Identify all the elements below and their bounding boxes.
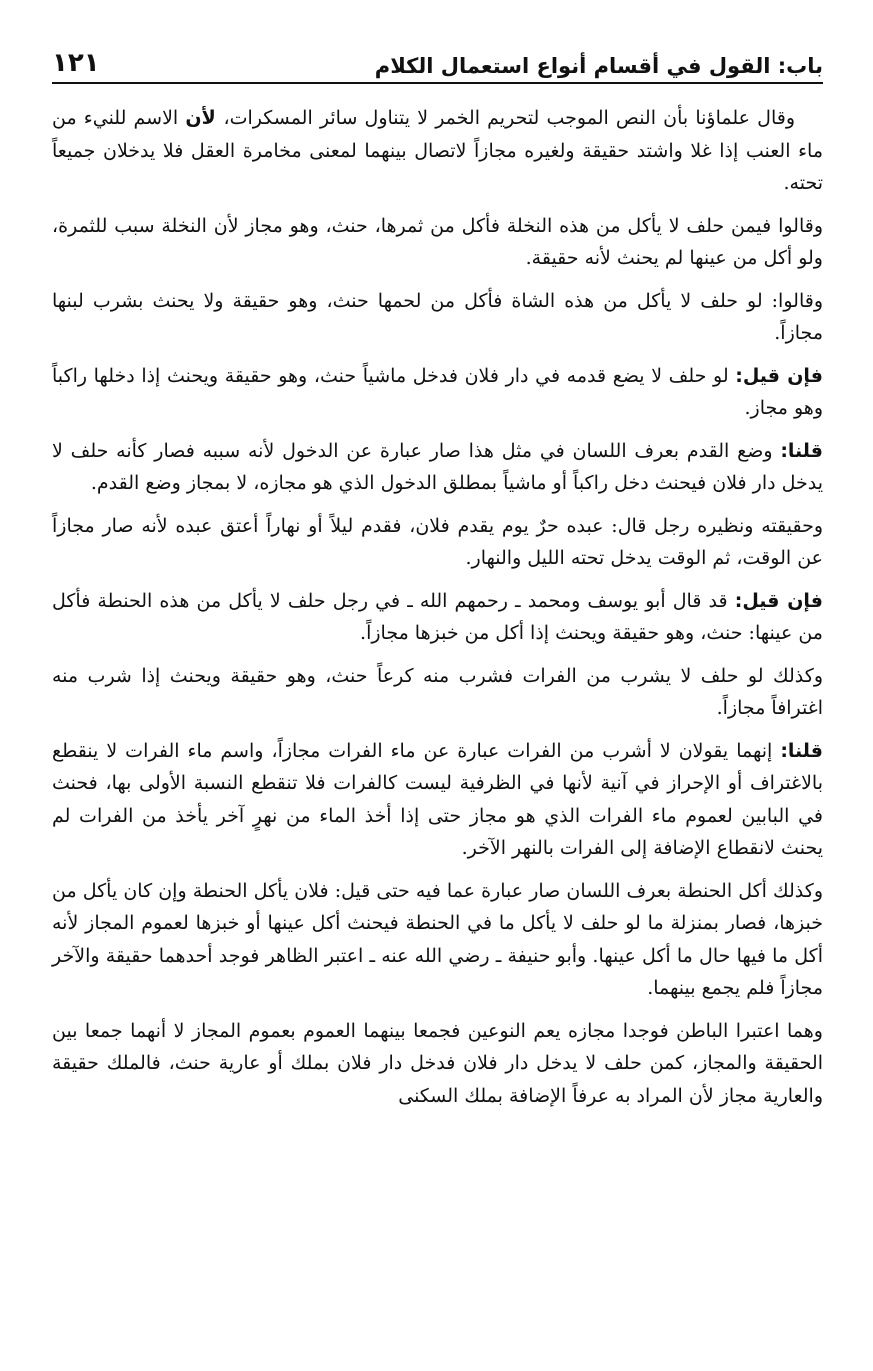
- paragraph-text: وكذلك أكل الحنطة بعرف اللسان صار عبارة عما فيه حتى قيل: فلان يأكل الحنطة وإن كان يأكل من خبزها، فصار بمنزلة ما لو حلف لا يأكل ما في الحنطة فيحنث أكل عينها أو خبزها لعموم المجاز لأنه أكل ما فيها حال ما أكل عينها. وأبو حنيفة ـ رضي الله عنه ـ اعتبر الظاهر فوجد أحدهما حقيقة والآخر مجازاً فلم يجمع بينهما.: [52, 879, 823, 999]
- paragraph-text: إنهما يقولان لا أشرب من الفرات عبارة عن ماء الفرات مجازاً، واسم ماء الفرات لا ينقطع بالاغتراف أو الإحراز في آنية لأنها في الظرفية ليست كالفرات فلا تنقطع النسبة الأولى بها، فحنث في البابين لعموم ماء الفرات الذي هو مجاز حتى إذا أخذ الماء من نهرٍ آخر يأخذ من الفرات لم يحنث لانقطاع الإضافة إلى الفرات بالنهر الآخر.: [52, 739, 823, 859]
- page-number: ١٢١: [52, 48, 100, 78]
- paragraph: [52, 585, 823, 650]
- paragraph: [52, 210, 823, 275]
- paragraph-lead: فإن قيل:: [734, 589, 823, 612]
- paragraph-lead: قلنا:: [780, 439, 823, 462]
- paragraph-text: وقال علماؤنا بأن النص الموجب لتحريم الخمر لا يتناول سائر المسكرات،: [223, 107, 795, 129]
- paragraph-text: وقالوا فيمن حلف لا يأكل من هذه النخلة فأكل من ثمرها، حنث، وهو مجاز لأن النخلة سبب للثمرة، ولو أكل من عينها لم يحنث لأنه حقيقة.: [52, 214, 823, 269]
- paragraph-lead: فإن قيل:: [735, 364, 823, 387]
- paragraph: [52, 435, 823, 500]
- bold-word: لأن: [185, 107, 224, 129]
- paragraph: [52, 360, 823, 425]
- paragraph: [52, 102, 823, 200]
- paragraph: [52, 1015, 823, 1113]
- paragraph: [52, 875, 823, 1005]
- paragraph: [52, 510, 823, 575]
- paragraph: [52, 735, 823, 865]
- paragraph-text: وضع القدم بعرف اللسان في مثل هذا صار عبارة عن الدخول لأنه سببه فصار كأنه حلف لا يدخل دار فلان فيحنث دخل راكباً أو ماشياً بمطلق الدخول الذي هو مجازه، لا بمجاز وضع القدم.: [52, 439, 823, 494]
- chapter-title: باب: القول في أقسام أنواع استعمال الكلام: [374, 54, 823, 78]
- paragraph-text-continued: الاسم للنيء من ماء العنب إذا غلا واشتد حقيقة ولغيره مجازاً لاتصال بينهما لمعنى مخامرة العقل فلا يدخلان جميعاً تحته.: [52, 107, 823, 194]
- paragraph-text: لو حلف لا يضع قدمه في دار فلان فدخل ماشياً حنث، وهو حقيقة ويحنث إذا دخلها راكباً وهو مجاز.: [52, 364, 823, 419]
- paragraph-text: وحقيقته ونظيره رجل قال: عبده حرٌ يوم يقدم فلان، فقدم ليلاً أو نهاراً أعتق عبده لأنه صار مجازاً عن الوقت، ثم الوقت يدخل تحته الليل والنهار.: [52, 514, 823, 569]
- running-header: [52, 38, 823, 84]
- body-text: [52, 102, 823, 1112]
- paragraph-text: وكذلك لو حلف لا يشرب من الفرات فشرب منه كرعاً حنث، وهو حقيقة ويحنث إذا شرب منه اغترافاً مجازاً.: [52, 664, 823, 719]
- paragraph-text: وهما اعتبرا الباطن فوجدا مجازه يعم النوعين فجمعا بينهما العموم بعموم المجاز لا أنهما جمعا بين الحقيقة والمجاز، كمن حلف لا يدخل دار فلان فدخل دار فلان بملك أو عارية حنث، فالملك حقيقة والعارية مجاز لأن المراد به عرفاً الإضافة بملك السكنى: [52, 1019, 823, 1107]
- paragraph: [52, 660, 823, 725]
- paragraph-lead: قلنا:: [780, 739, 823, 762]
- paragraph-text: قد قال أبو يوسف ومحمد ـ رحمهم الله ـ في رجل حلف لا يأكل من هذه الحنطة فأكل من عينها: حنث، وهو حقيقة ويحنث إذا أكل من خبزها مجازاً.: [52, 589, 823, 644]
- paragraph-text: وقالوا: لو حلف لا يأكل من هذه الشاة فأكل من لحمها حنث، وهو حقيقة ولا يحنث بشرب لبنها مجازاً.: [52, 289, 823, 344]
- paragraph: [52, 285, 823, 350]
